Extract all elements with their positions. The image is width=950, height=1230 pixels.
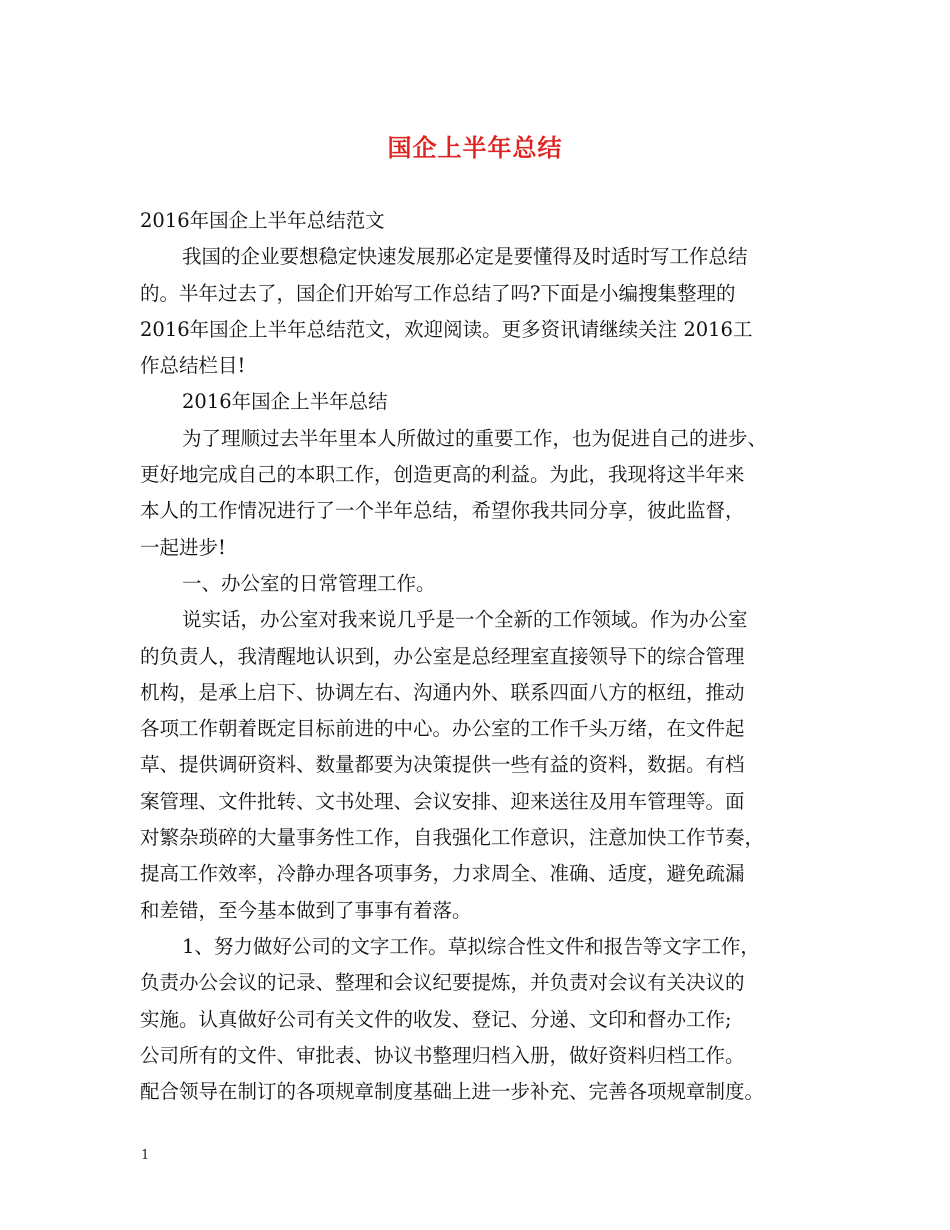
body-line: 2016年国企上半年总结范文 bbox=[140, 209, 385, 232]
body-line: 1、努力做好公司的文字工作。草拟综合性文件和报告等文字工作， bbox=[182, 934, 760, 958]
body-line: 配合领导在制订的各项规章制度基础上进一步补充、完善各项规章制度。 bbox=[140, 1080, 765, 1104]
body-line: 更好地完成自己的本职工作，创造更高的利益。为此，我现将这半年来 bbox=[140, 463, 745, 487]
body-line: 作总结栏目! bbox=[140, 354, 246, 378]
body-line: 说实话，办公室对我来说几乎是一个全新的工作领域。作为办公室 bbox=[182, 608, 748, 632]
body-line: 和差错，至今基本做到了事事有着落。 bbox=[140, 898, 472, 922]
page-number: 1 bbox=[141, 1148, 150, 1163]
body-line: 本人的工作情况进行了一个半年总结，希望你我共同分享，彼此监督， bbox=[140, 499, 745, 523]
body-line: 一起进步! bbox=[140, 535, 226, 559]
body-line: 的。半年过去了，国企们开始写工作总结了吗?下面是小编搜集整理的 bbox=[140, 281, 736, 305]
body-line: 的负责人，我清醒地认识到，办公室是总经理室直接领导下的综合管理 bbox=[140, 644, 745, 668]
body-line: 2016年国企上半年总结 bbox=[182, 390, 388, 414]
body-line: 对繁杂琐碎的大量事务性工作，自我强化工作意识，注意加快工作节奏， bbox=[140, 826, 765, 850]
body-line: 各项工作朝着既定目标前进的中心。办公室的工作千头万绪，在文件起 bbox=[140, 717, 745, 741]
section-heading: 一、办公室的日常管理工作。 bbox=[182, 571, 436, 595]
body-line: 提高工作效率，冷静办理各项事务，力求周全、准确、适度，避免疏漏 bbox=[140, 862, 745, 886]
body-line: 草、提供调研资料、数量都要为决策提供一些有益的资料，数据。有档 bbox=[140, 753, 745, 777]
body-line: 2016年国企上半年总结范文，欢迎阅读。更多资讯请继续关注 2016工 bbox=[140, 317, 753, 341]
body-line: 实施。认真做好公司有关文件的收发、登记、分递、文印和督办工作; bbox=[140, 1007, 732, 1031]
body-line: 为了理顺过去半年里本人所做过的重要工作，也为促进自己的进步、 bbox=[182, 426, 768, 450]
body-line: 案管理、文件批转、文书处理、会议安排、迎来送往及用车管理等。面 bbox=[140, 789, 745, 813]
body-line: 我国的企业要想稳定快速发展那必定是要懂得及时适时写工作总结 bbox=[182, 245, 748, 269]
body-line: 机构，是承上启下、协调左右、沟通内外、联系四面八方的枢纽，推动 bbox=[140, 680, 745, 704]
body-line: 负责办公会议的记录、整理和会议纪要提炼，并负责对会议有关决议的 bbox=[140, 971, 745, 995]
document-body bbox=[140, 203, 830, 1110]
body-line: 公司所有的文件、审批表、协议书整理归档入册，做好资料归档工作。 bbox=[140, 1043, 745, 1067]
document-title: 国企上半年总结 bbox=[387, 134, 563, 162]
